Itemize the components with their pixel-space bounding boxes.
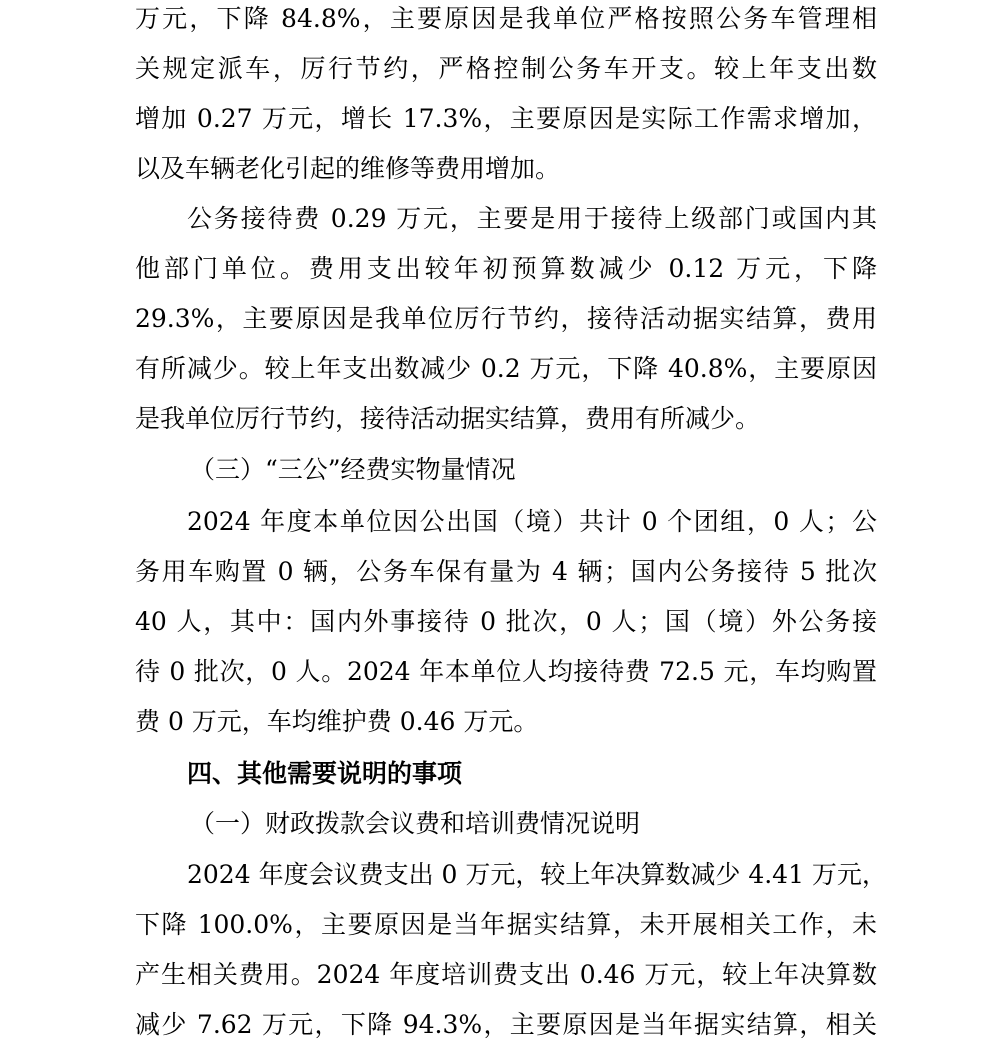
paragraph-line: 有所减少。较上年支出数减少 0.2 万元，下降 40.8%，主要原因 — [135, 354, 877, 383]
section-heading: 四、其他需要说明的事项 — [187, 759, 463, 788]
section-heading: （三）“三公”经费实物量情况 — [190, 455, 516, 484]
paragraph-line: 待 0 批次，0 人。2024 年本单位人均接待费 72.5 元，车均购置 — [135, 657, 877, 686]
subsection-heading: （一）财政拨款会议费和培训费情况说明 — [190, 809, 641, 838]
paragraph-line: 关规定派车，厉行节约，严格控制公务车开支。较上年支出数 — [135, 54, 877, 83]
paragraph-line: 29.3%，主要原因是我单位厉行节约，接待活动据实结算，费用 — [135, 304, 877, 333]
paragraph-line: 40 人，其中：国内外事接待 0 批次，0 人；国（境）外公务接 — [135, 607, 877, 636]
paragraph-line: 费 0 万元，车均维护费 0.46 万元。 — [135, 707, 539, 736]
paragraph-line: 他部门单位。费用支出较年初预算数减少 0.12 万元，下降 — [135, 254, 877, 283]
paragraph-line: 以及车辆老化引起的维修等费用增加。 — [135, 154, 561, 183]
paragraph-line: 2024 年度本单位因公出国（境）共计 0 个团组，0 人；公 — [187, 507, 877, 536]
paragraph-line: 产生相关费用。2024 年度培训费支出 0.46 万元，较上年决算数 — [135, 960, 877, 989]
paragraph-line: 是我单位厉行节约，接待活动据实结算，费用有所减少。 — [135, 404, 761, 433]
paragraph-line: 公务接待费 0.29 万元，主要是用于接待上级部门或国内其 — [187, 204, 877, 233]
paragraph-line: 务用车购置 0 辆，公务车保有量为 4 辆；国内公务接待 5 批次 — [135, 557, 877, 586]
paragraph-line: 减少 7.62 万元，下降 94.3%，主要原因是当年据实结算，相关 — [135, 1010, 877, 1039]
paragraph-line: 万元，下降 84.8%，主要原因是我单位严格按照公务车管理相 — [135, 4, 877, 33]
paragraph-line: 增加 0.27 万元，增长 17.3%，主要原因是实际工作需求增加， — [135, 104, 877, 133]
paragraph-line: 2024 年度会议费支出 0 万元，较上年决算数减少 4.41 万元， — [187, 860, 887, 889]
paragraph-line: 下降 100.0%，主要原因是当年据实结算，未开展相关工作，未 — [135, 910, 877, 939]
